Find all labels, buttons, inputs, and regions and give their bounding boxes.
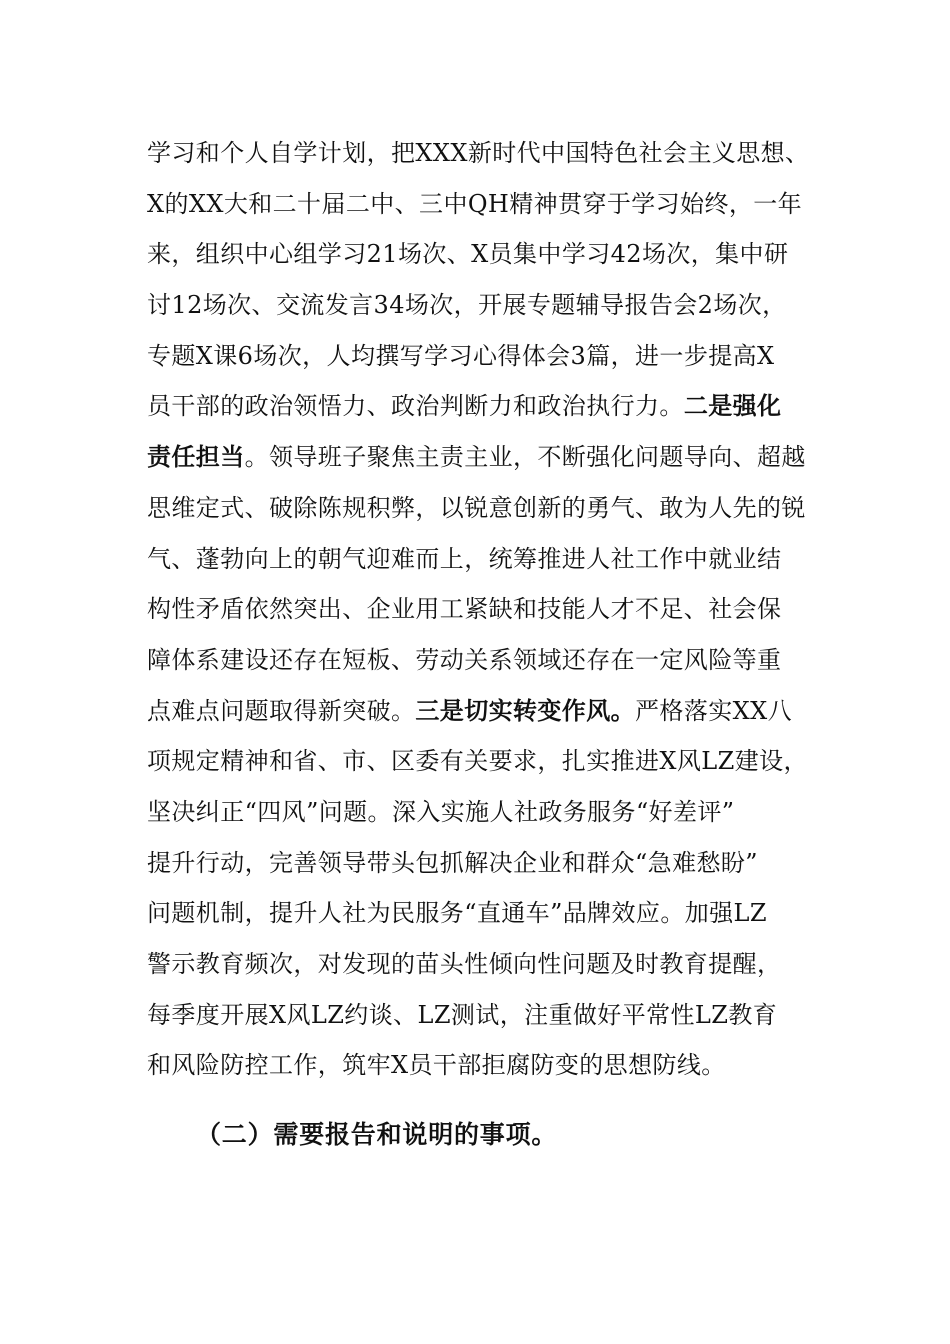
bold-run-responsibility: 责任担当: [147, 442, 245, 472]
text-line: 思维定式、破除陈规积弊，以锐意创新的勇气、敢为人先的锐: [147, 493, 806, 522]
text-line: 障体系建设还存在短板、劳动关系领域还存在一定风险等重: [147, 645, 782, 674]
text-line: 气、蓬勃向上的朝气迎难而上，统筹推进人社工作中就业结: [147, 544, 782, 573]
text-line: [147, 686, 817, 737]
text-line: 问题机制，提升人社为民服务“直通车”品牌效应。加强LZ: [147, 899, 767, 928]
text-line: 每季度开展X风LZ约谈、LZ测试，注重做好平常性LZ教育: [147, 1000, 778, 1029]
text-run: 员干部的政治领悟力、政治判断力和政治执行力。: [147, 392, 684, 421]
text-line: 警示教育频次，对发现的苗头性倾向性问题及时教育提醒，: [147, 950, 782, 978]
body-paragraph: [147, 128, 817, 1091]
text-line: 来，组织中心组学习21场次、X员集中学习42场次，集中研: [147, 240, 789, 269]
text-line: 专题X课6场次，人均撰写学习心得体会3篇，进一步提高X: [147, 341, 775, 370]
text-run: 点难点问题取得新突破。: [147, 696, 416, 725]
text-line: 坚决纠正“四风”问题。深入实施人社政务服务“好差评”: [147, 797, 735, 826]
text-line: 项规定精神和省、市、区委有关要求，扎实推进X风LZ建设，: [147, 747, 808, 776]
text-line: 和风险防控工作，筑牢X员干部拒腐防变的思想防线。: [147, 1051, 726, 1080]
text-line: 学习和个人自学计划，把XXX新时代中国特色社会主义思想、: [147, 139, 810, 167]
text-line: 讨12场次、交流发言34场次，开展专题辅导报告会2场次，: [147, 291, 787, 320]
text-run: 。领导班子聚焦主责主业，不断强化问题导向、超越: [244, 443, 806, 472]
text-line: 构性矛盾依然突出、企业用工紧缺和技能人才不足、社会保: [147, 595, 782, 624]
section-heading: （二）需要报告和说明的事项。: [196, 1120, 558, 1149]
text-line: X的XX大和二十届二中、三中QH精神贯穿于学习始终，一年: [147, 189, 803, 218]
text-line: [147, 381, 817, 432]
text-line: 提升行动，完善领导带头包抓解决企业和群众“急难愁盼”: [147, 848, 758, 877]
text-run: 严格落实XX八: [635, 696, 792, 725]
text-line: [147, 432, 817, 483]
bold-run-style: 三是切实转变作风。: [415, 695, 636, 725]
bold-run-strengthen: 二是强化: [683, 391, 782, 421]
